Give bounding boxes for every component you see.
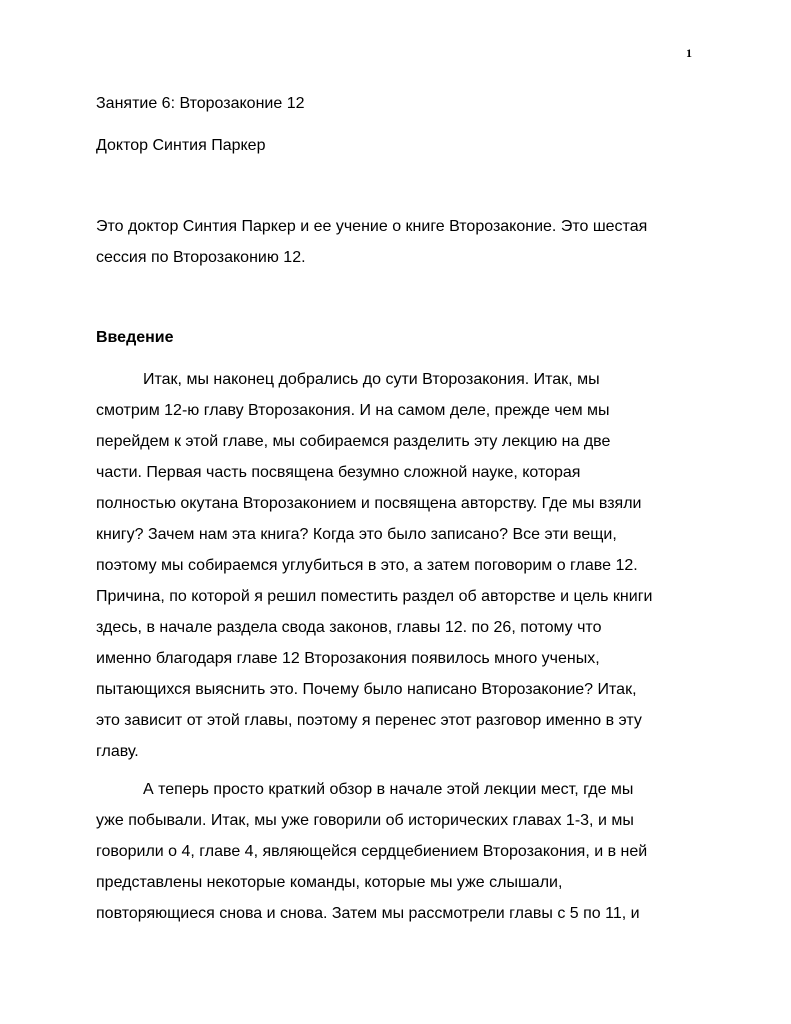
paragraph-line: книгу? Зачем нам эта книга? Когда это было записано? Все эти вещи, [96, 526, 617, 543]
paragraph-line: смотрим 12-ю главу Второзакония. И на самом деле, прежде чем мы [96, 402, 610, 419]
paragraph-line: здесь, в начале раздела свода законов, главы 12. по 26, потому что [96, 619, 602, 636]
paragraph-line: Причина, по которой я решил поместить раздел об авторстве и цель книги [96, 588, 653, 605]
paragraph-line: А теперь просто краткий обзор в начале этой лекции мест, где мы [143, 781, 634, 798]
paragraph-line: части. Первая часть посвящена безумно сложной науке, которая [96, 464, 581, 481]
paragraph-line: это зависит от этой главы, поэтому я перенес этот разговор именно в эту [96, 712, 642, 729]
paragraph-line: именно благодаря главе 12 Второзакония появилось много ученых, [96, 650, 600, 667]
paragraph-line: уже побывали. Итак, мы уже говорили об исторических главах 1-3, и мы [96, 812, 634, 829]
intro-line: Это доктор Синтия Паркер и ее учение о книге Второзаконие. Это шестая [96, 218, 648, 235]
paragraph-line: повторяющиеся снова и снова. Затем мы рассмотрели главы с 5 по 11, и [96, 905, 640, 922]
paragraph-line: Итак, мы наконец добрались до сути Второзакония. Итак, мы [143, 371, 600, 388]
paragraph-line: представлены некоторые команды, которые мы уже слышали, [96, 874, 563, 891]
paragraph-line: главу. [96, 743, 139, 760]
intro-line: сессия по Второзаконию 12. [96, 249, 306, 266]
paragraph-line: полностью окутана Второзаконием и посвящена авторству. Где мы взяли [96, 495, 642, 512]
paragraph-line: говорили о 4, главе 4, являющейся сердцебиением Второзакония, и в ней [96, 843, 648, 860]
paragraph-line: перейдем к этой главе, мы собираемся разделить эту лекцию на две [96, 433, 611, 450]
paragraph-line: пытающихся выяснить это. Почему было написано Второзаконие? Итак, [96, 681, 637, 698]
section-heading: Введение [96, 329, 174, 346]
paragraph-line: поэтому мы собираемся углубиться в это, а затем поговорим о главе 12. [96, 557, 638, 574]
document-title: Занятие 6: Второзаконие 12 [96, 95, 305, 112]
page-number: 1 [686, 46, 692, 60]
document-author: Доктор Синтия Паркер [96, 137, 266, 154]
